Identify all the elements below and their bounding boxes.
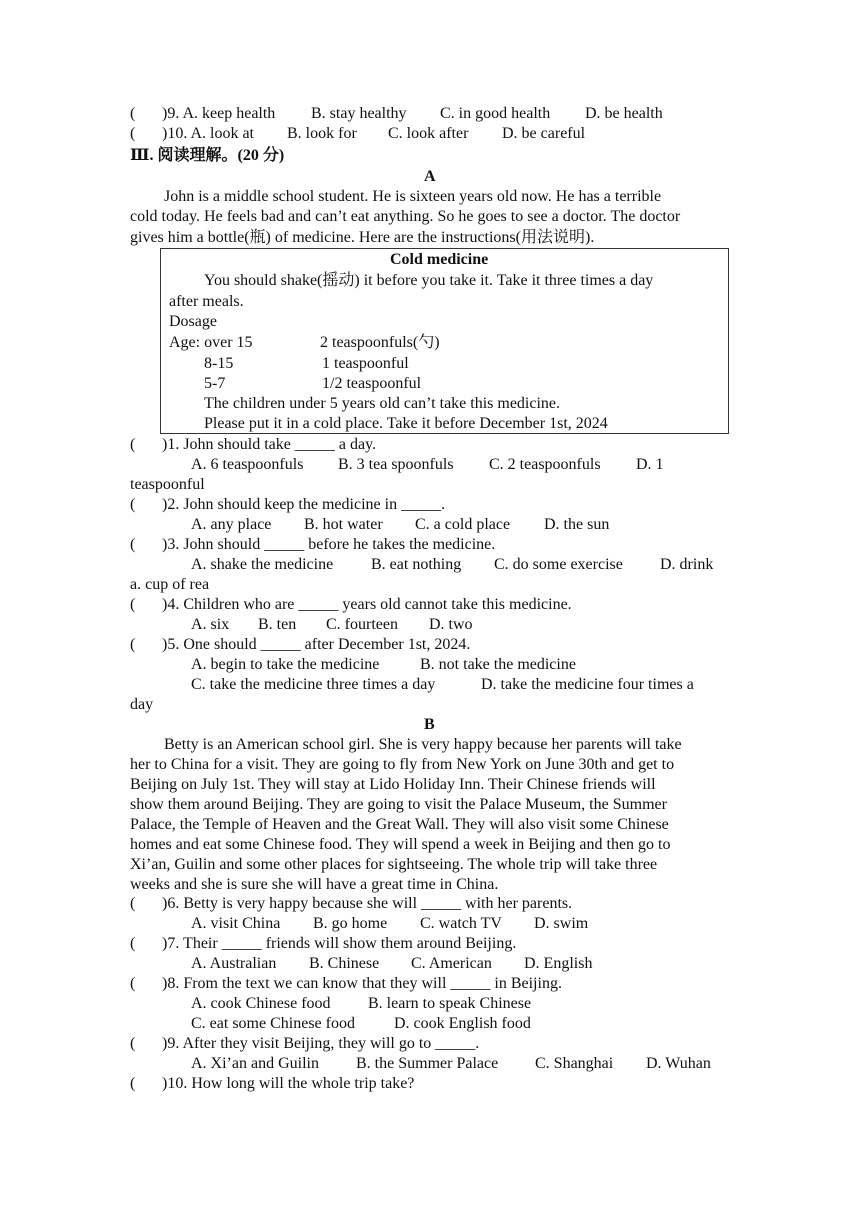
option-b: B. not take the medicine (420, 656, 576, 673)
answer-paren: ( (130, 895, 136, 912)
option-a: A. cook Chinese food (191, 995, 331, 1012)
option-c: C. American (411, 955, 492, 972)
question-stem: )10. How long will the whole trip take? (162, 1075, 415, 1092)
option-b: B. Chinese (309, 955, 380, 972)
option-d: D. drink (660, 556, 714, 573)
notice-line: You should shake(摇动) it before you take it. Take it three times a day (204, 272, 654, 289)
passage-line: gives him a bottle(瓶) of medicine. Here are the instructions(用法说明). (130, 229, 595, 246)
passage-line: cold today. He feels bad and can’t eat anything. So he goes to see a doctor. The doctor (130, 208, 681, 225)
option-a: A. visit China (191, 915, 281, 932)
passage-line: Beijing on July 1st. They will stay at Lido Holiday Inn. Their Chinese friends will (130, 776, 656, 793)
option-d: D. English (524, 955, 593, 972)
option-d: D. cook English food (394, 1015, 531, 1032)
answer-paren: ( (130, 125, 136, 142)
question-stem: )2. John should keep the medicine in _____. (162, 496, 446, 513)
question-stem: )7. Their _____ friends will show them around Beijing. (162, 935, 517, 952)
question-stem: )5. One should _____ after December 1st, 2024. (162, 636, 471, 653)
option-b: B. look for (287, 125, 357, 142)
dosage-age: Age: over 15 (169, 334, 253, 351)
option-c: C. take the medicine three times a day (191, 676, 436, 693)
option-c: C. fourteen (326, 616, 398, 633)
dosage-amount: 2 teaspoonfuls(勺) (320, 334, 440, 351)
notice-title: Cold medicine (390, 251, 489, 268)
option-b: B. go home (313, 915, 388, 932)
passage-line: Palace, the Temple of Heaven and the Great Wall. They will also visit some Chinese (130, 816, 669, 833)
answer-paren: ( (130, 1075, 136, 1092)
passage-line: Xi’an, Guilin and some other places for sightseeing. The whole trip will take three (130, 856, 658, 873)
option-b: B. the Summer Palace (356, 1055, 499, 1072)
option-c: C. do some exercise (494, 556, 623, 573)
answer-paren: ( (130, 1035, 136, 1052)
option-wrap: day (130, 696, 154, 713)
option-b: B. hot water (304, 516, 383, 533)
dosage-label: Dosage (169, 313, 217, 330)
option-c: C. eat some Chinese food (191, 1015, 355, 1032)
answer-paren: ( (130, 636, 136, 653)
option-c: C. a cold place (415, 516, 511, 533)
option-b: B. 3 tea spoonfuls (338, 456, 454, 473)
notice-line: The children under 5 years old can’t take this medicine. (204, 395, 561, 412)
option-d: D. be health (585, 105, 663, 122)
option-a: A. shake the medicine (191, 556, 334, 573)
passage-line: her to China for a visit. They are going to fly from New York on June 30th and get to (130, 756, 675, 773)
option-wrap: teaspoonful (130, 476, 205, 493)
option-a: A. Xi’an and Guilin (191, 1055, 319, 1072)
question-stem: )1. John should take _____ a day. (162, 436, 377, 453)
option-b: B. stay healthy (311, 105, 407, 122)
option-wrap: a. cup of rea (130, 576, 210, 593)
option-d: D. the sun (544, 516, 610, 533)
notice-line: after meals. (169, 293, 244, 310)
dosage-age: 8-15 (204, 355, 234, 372)
dosage-amount: 1 teaspoonful (322, 355, 409, 372)
question-stem: )9. A. keep health (162, 105, 276, 122)
answer-paren: ( (130, 935, 136, 952)
option-a: A. six (191, 616, 230, 633)
option-a: A. any place (191, 516, 272, 533)
option-b: B. ten (258, 616, 297, 633)
answer-paren: ( (130, 596, 136, 613)
option-b: B. learn to speak Chinese (368, 995, 532, 1012)
passage-line: John is a middle school student. He is sixteen years old now. He has a terrible (164, 188, 662, 205)
option-d: D. Wuhan (646, 1055, 711, 1072)
question-stem: )4. Children who are _____ years old cannot take this medicine. (162, 596, 572, 613)
option-a: A. Australian (191, 955, 277, 972)
answer-paren: ( (130, 536, 136, 553)
passage-line: homes and eat some Chinese food. They will spend a week in Beijing and then go to (130, 836, 671, 853)
answer-paren: ( (130, 436, 136, 453)
option-a: A. 6 teaspoonfuls (191, 456, 304, 473)
option-d: D. be careful (502, 125, 586, 142)
passage-heading: A (424, 168, 436, 185)
question-stem: )3. John should _____ before he takes the medicine. (162, 536, 496, 553)
dosage-age: 5-7 (204, 375, 226, 392)
answer-paren: ( (130, 105, 136, 122)
passage-line: show them around Beijing. They are going to visit the Palace Museum, the Summer (130, 796, 667, 813)
question-stem: )8. From the text we can know that they will _____ in Beijing. (162, 975, 562, 992)
question-stem: )9. After they visit Beijing, they will go to _____. (162, 1035, 480, 1052)
answer-paren: ( (130, 975, 136, 992)
option-c: C. 2 teaspoonfuls (489, 456, 601, 473)
option-d: D. take the medicine four times a (481, 676, 694, 693)
passage-line: Betty is an American school girl. She is very happy because her parents will take (164, 736, 682, 753)
notice-line: Please put it in a cold place. Take it before December 1st, 2024 (204, 415, 608, 432)
dosage-amount: 1/2 teaspoonful (322, 375, 422, 392)
option-b: B. eat nothing (371, 556, 462, 573)
option-c: C. Shanghai (535, 1055, 614, 1072)
option-c: C. in good health (440, 105, 551, 122)
question-stem: )10. A. look at (162, 125, 254, 142)
passage-line: weeks and she is sure she will have a great time in China. (130, 876, 499, 893)
question-stem: )6. Betty is very happy because she will _____ with her parents. (162, 895, 573, 912)
passage-heading: B (424, 716, 435, 733)
option-d: D. 1 (636, 456, 664, 473)
option-d: D. swim (534, 915, 589, 932)
option-c: C. watch TV (420, 915, 502, 932)
option-c: C. look after (388, 125, 469, 142)
section-title: Ⅲ. 阅读理解。(20 分) (130, 147, 285, 164)
option-d: D. two (429, 616, 473, 633)
option-a: A. begin to take the medicine (191, 656, 380, 673)
answer-paren: ( (130, 496, 136, 513)
